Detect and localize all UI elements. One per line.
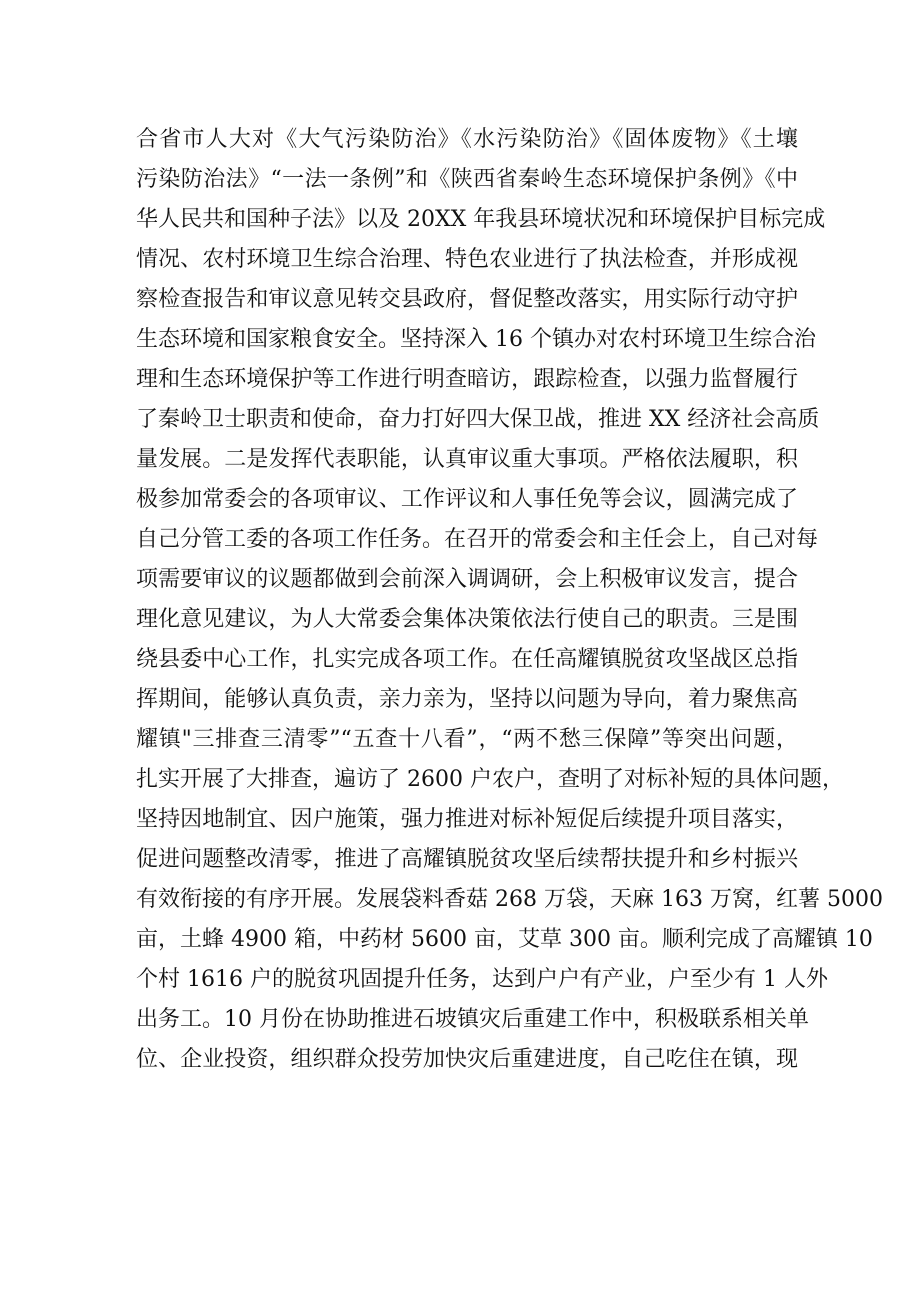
text-line: 亩，土蜂 4900 箱，中药材 5600 亩，艾草 300 亩。顺利完成了高耀镇 10 [136, 927, 873, 952]
text-line: 有效衔接的有序开展。发展袋料香菇 268 万袋，天麻 163 万窝，红薯 5000 [136, 887, 883, 912]
text-line: 理和生态环境保护等工作进行明查暗访，跟踪检查，以强力监督履行 [136, 367, 798, 392]
text-line: 促进问题整改清零，推进了高耀镇脱贫攻坚后续帮扶提升和乡村振兴 [136, 847, 798, 872]
text-line: 扎实开展了大排查，遍访了 2600 户农户，查明了对标补短的具体问题， [136, 767, 844, 792]
text-line: 个村 1616 户的脱贫巩固提升任务，达到户户有产业，户至少有 1 人外 [136, 967, 828, 992]
text-line: 自己分管工委的各项工作任务。在召开的常委会和主任会上，自己对每 [136, 527, 819, 552]
text-line: 挥期间，能够认真负责，亲力亲为，坚持以问题为导向，着力聚焦高 [136, 687, 798, 712]
text-line: 情况、农村环境卫生综合治理、特色农业进行了执法检查，并形成视 [136, 247, 798, 272]
text-line: 极参加常委会的各项审议、工作评议和人事任免等会议，圆满完成了 [136, 487, 798, 512]
text-line: 理化意见建议，为人大常委会集体决策依法行使自己的职责。三是围 [136, 607, 798, 632]
text-line: 耀镇"三排查三清零”“五查十八看”，“两不愁三保障”等突出问题， [136, 727, 798, 752]
text-line: 了秦岭卫士职责和使命，奋力打好四大保卫战，推进 XX 经济社会高质 [136, 407, 820, 432]
text-line: 华人民共和国种子法》以及 20XX 年我县环境状况和环境保护目标完成 [136, 207, 826, 232]
text-line: 坚持因地制宜、因户施策，强力推进对标补短促后续提升项目落实， [136, 807, 798, 832]
text-line: 绕县委中心工作，扎实完成各项工作。在任高耀镇脱贫攻坚战区总指 [136, 647, 798, 672]
text-line: 合省市人大对《大气污染防治》《水污染防治》《固体废物》《土壤 [136, 127, 798, 152]
text-line: 项需要审议的议题都做到会前深入调调研，会上积极审议发言，提合 [136, 567, 798, 592]
text-line: 出务工。10 月份在协助推进石坡镇灾后重建工作中，积极联系相关单 [136, 1007, 809, 1032]
text-line: 生态环境和国家粮食安全。坚持深入 16 个镇办对农村环境卫生综合治 [136, 327, 816, 352]
document-body [136, 120, 883, 1080]
text-line: 位、企业投资，组织群众投劳加快灾后重建进度，自己吃住在镇，现 [136, 1047, 798, 1072]
text-line: 污染防治法》“一法一条例”和《陕西省秦岭生态环境保护条例》《中 [136, 167, 798, 192]
text-line: 量发展。二是发挥代表职能，认真审议重大事项。严格依法履职，积 [136, 447, 798, 472]
text-line: 察检查报告和审议意见转交县政府，督促整改落实，用实际行动守护 [136, 287, 798, 312]
